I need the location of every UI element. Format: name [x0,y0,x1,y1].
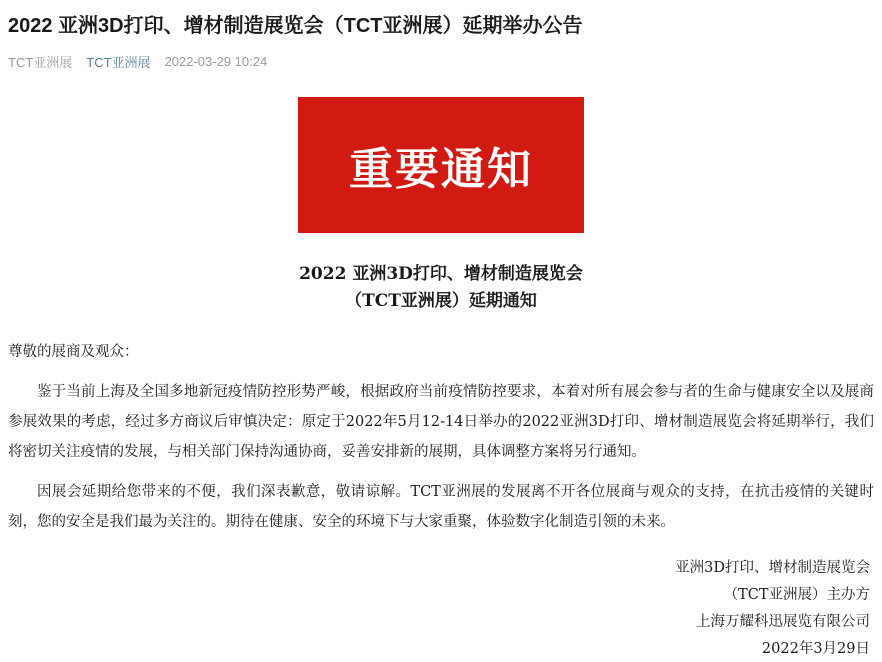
signature-block [8,555,874,662]
body-paragraph: 鉴于当前上海及全国多地新冠疫情防控形势严峻，根据政府当前疫情防控要求，本着对所有展会参与者的生命与健康安全以及展商参展效果的考虑，经过多方商议后审慎决定：原定于2022年5月12-14日举办的2022亚洲3D打印、增材制造展览会将延期举行，我们将密切关注疫情的发展，与相关部门保持沟通协商，妥善安排新的展期，具体调整方案将另行通知。 [8,384,874,460]
meta-account-link[interactable]: TCT亚洲展 [86,55,151,70]
salutation: 尊敬的展商及观众： [8,344,139,360]
notice-banner-wrapper [8,97,874,233]
notice-banner [298,97,584,233]
signature-date: 2022年3月29日 [761,641,870,657]
document-title-line-1: 2022 亚洲3D打印、增材制造展览会 [299,264,583,284]
notice-banner-text: 重要通知 [349,144,533,195]
meta-source: TCT亚洲展 [8,55,73,70]
article-meta [8,52,874,71]
signature-line: （TCT亚洲展）主办方 [723,587,870,603]
signature-line: 亚洲3D打印、增材制造展览会 [675,560,870,576]
document-body [8,337,874,537]
body-paragraph: 因展会延期给您带来的不便，我们深表歉意，敬请谅解。TCT亚洲展的发展离不开各位展商与观众的支持，在抗击疫情的关键时刻，您的安全是我们最为关注的。期待在健康、安全的环境下与大家重聚，体验数字化制造引领的未来。 [8,484,874,530]
signature-line: 上海万耀科迅展览有限公司 [696,614,870,630]
document-title [8,261,874,315]
page-title: 2022 亚洲3D打印、增材制造展览会（TCT亚洲展）延期举办公告 [8,15,583,37]
document-title-line-2: （TCT亚洲展）延期通知 [345,291,537,311]
article-page [0,12,882,657]
meta-timestamp: 2022-03-29 10:24 [164,54,268,69]
